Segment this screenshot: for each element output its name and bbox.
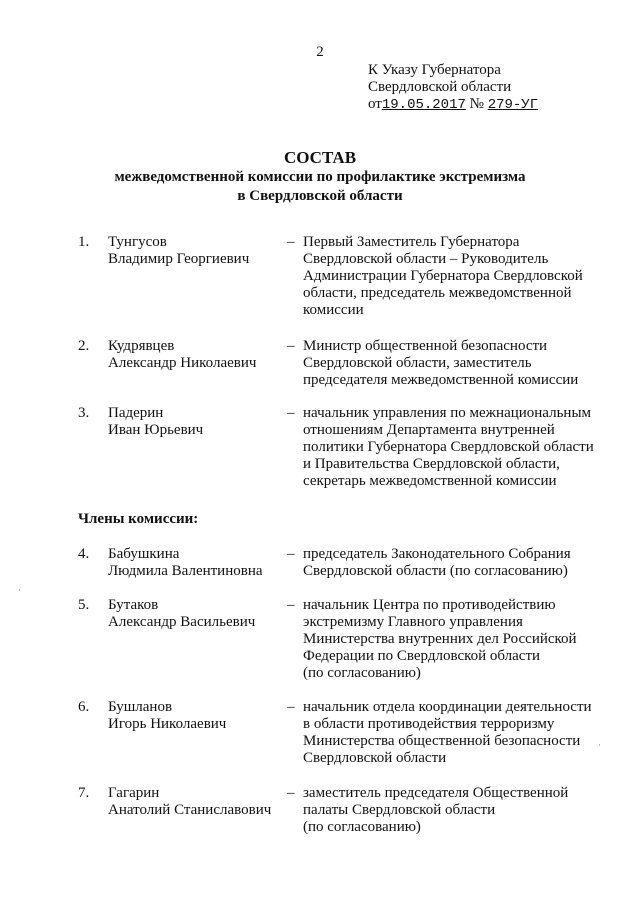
position-line: секретарь межведомственной комиссии (303, 473, 557, 489)
position-line: Министр общественной безопасности (303, 338, 548, 354)
decree-reference (368, 62, 538, 114)
decree-date-line (368, 96, 538, 114)
heading-subtitle-2: в Свердловской области (237, 188, 403, 204)
decree-number-prefix: № (469, 96, 484, 112)
position-line: начальник управления по межнациональным (303, 405, 592, 421)
member-surname: Гагарин (108, 785, 160, 801)
dash-separator: – (287, 699, 295, 715)
decree-date-prefix: от (368, 96, 382, 112)
item-number: 7. (78, 785, 90, 801)
item-number: 4. (78, 546, 90, 562)
decree-line-2: Свердловской области (368, 79, 512, 95)
position-line: палаты Свердловской области (303, 802, 496, 818)
member-given-names: Людмила Валентиновна (108, 563, 263, 579)
position-line: заместитель председателя Общественной (303, 785, 569, 801)
member-position (303, 597, 603, 682)
item-number: 1. (78, 234, 90, 250)
position-line: и Правительства Свердловской области, (303, 456, 560, 472)
dash-separator: – (287, 234, 295, 250)
position-line: Министерства общественной безопасности (303, 733, 581, 749)
scan-speck: · (598, 740, 601, 750)
position-line: Министерства внутренних дел Российской (303, 631, 577, 647)
member-given-names: Владимир Георгиевич (108, 251, 250, 267)
position-line: комиссии (303, 302, 364, 318)
position-line: председатель Законодательного Собрания (303, 546, 571, 562)
member-given-names: Александр Васильевич (108, 614, 256, 630)
item-number: 2. (78, 338, 90, 354)
item-number: 3. (78, 405, 90, 421)
member-position (303, 405, 603, 490)
item-number: 6. (78, 699, 90, 715)
position-line: отношениям Департамента внутренней (303, 422, 555, 438)
member-given-names: Анатолий Станиславович (108, 802, 272, 818)
position-line: Свердловской области (по согласованию) (303, 563, 568, 579)
member-name (108, 597, 283, 631)
item-number: 5. (78, 597, 90, 613)
member-name (108, 338, 283, 372)
member-surname: Тунгусов (108, 234, 167, 250)
member-given-names: Александр Николаевич (108, 355, 257, 371)
page-number: 2 (316, 44, 324, 60)
member-name (108, 405, 283, 439)
position-line: председателя межведомственной комиссии (303, 372, 579, 388)
member-position (303, 699, 603, 767)
decree-line-1: К Указу Губернатора (368, 62, 501, 78)
member-name (108, 699, 283, 733)
position-line: Федерации по Свердловской области (303, 648, 541, 664)
member-position (303, 338, 603, 389)
member-surname: Бабушкина (108, 546, 180, 562)
position-line: начальник Центра по противодействию (303, 597, 556, 613)
member-position (303, 785, 603, 836)
member-given-names: Игорь Николаевич (108, 716, 227, 732)
dash-separator: – (287, 338, 295, 354)
position-line: Свердловской области (303, 750, 447, 766)
member-surname: Бутаков (108, 597, 159, 613)
document-heading (0, 147, 640, 206)
member-surname: Бушланов (108, 699, 173, 715)
scan-speck: · (18, 585, 21, 595)
decree-number: 279-УГ (487, 97, 539, 113)
position-line: в области противодействия терроризму (303, 716, 555, 732)
decree-date: 19.05.2017 (381, 97, 466, 113)
member-name (108, 785, 283, 819)
member-position (303, 546, 603, 580)
position-line: начальник отдела координации деятельности (303, 699, 592, 715)
heading-subtitle-1: межведомственной комиссии по профилактике экстремизма (114, 169, 526, 185)
member-position (303, 234, 603, 319)
dash-separator: – (287, 546, 295, 562)
dash-separator: – (287, 597, 295, 613)
position-line: Свердловской области, заместитель (303, 355, 532, 371)
position-line: Свердловской области – Руководитель (303, 251, 549, 267)
position-line: Администрации Губернатора Свердловской (303, 268, 583, 284)
dash-separator: – (287, 405, 295, 421)
members-section-title: Члены комиссии: (78, 511, 199, 527)
heading-title: СОСТАВ (283, 148, 357, 167)
position-line: Первый Заместитель Губернатора (303, 234, 520, 250)
position-line: (по согласованию) (303, 665, 421, 681)
dash-separator: – (287, 785, 295, 801)
member-name (108, 234, 283, 268)
position-line: политики Губернатора Свердловской области (303, 439, 594, 455)
member-surname: Кудрявцев (108, 338, 175, 354)
position-line: экстремизму Главного управления (303, 614, 523, 630)
position-line: области, председатель межведомственной (303, 285, 572, 301)
position-line: (по согласованию) (303, 819, 421, 835)
member-name (108, 546, 283, 580)
member-given-names: Иван Юрьевич (108, 422, 204, 438)
member-surname: Падерин (108, 405, 164, 421)
